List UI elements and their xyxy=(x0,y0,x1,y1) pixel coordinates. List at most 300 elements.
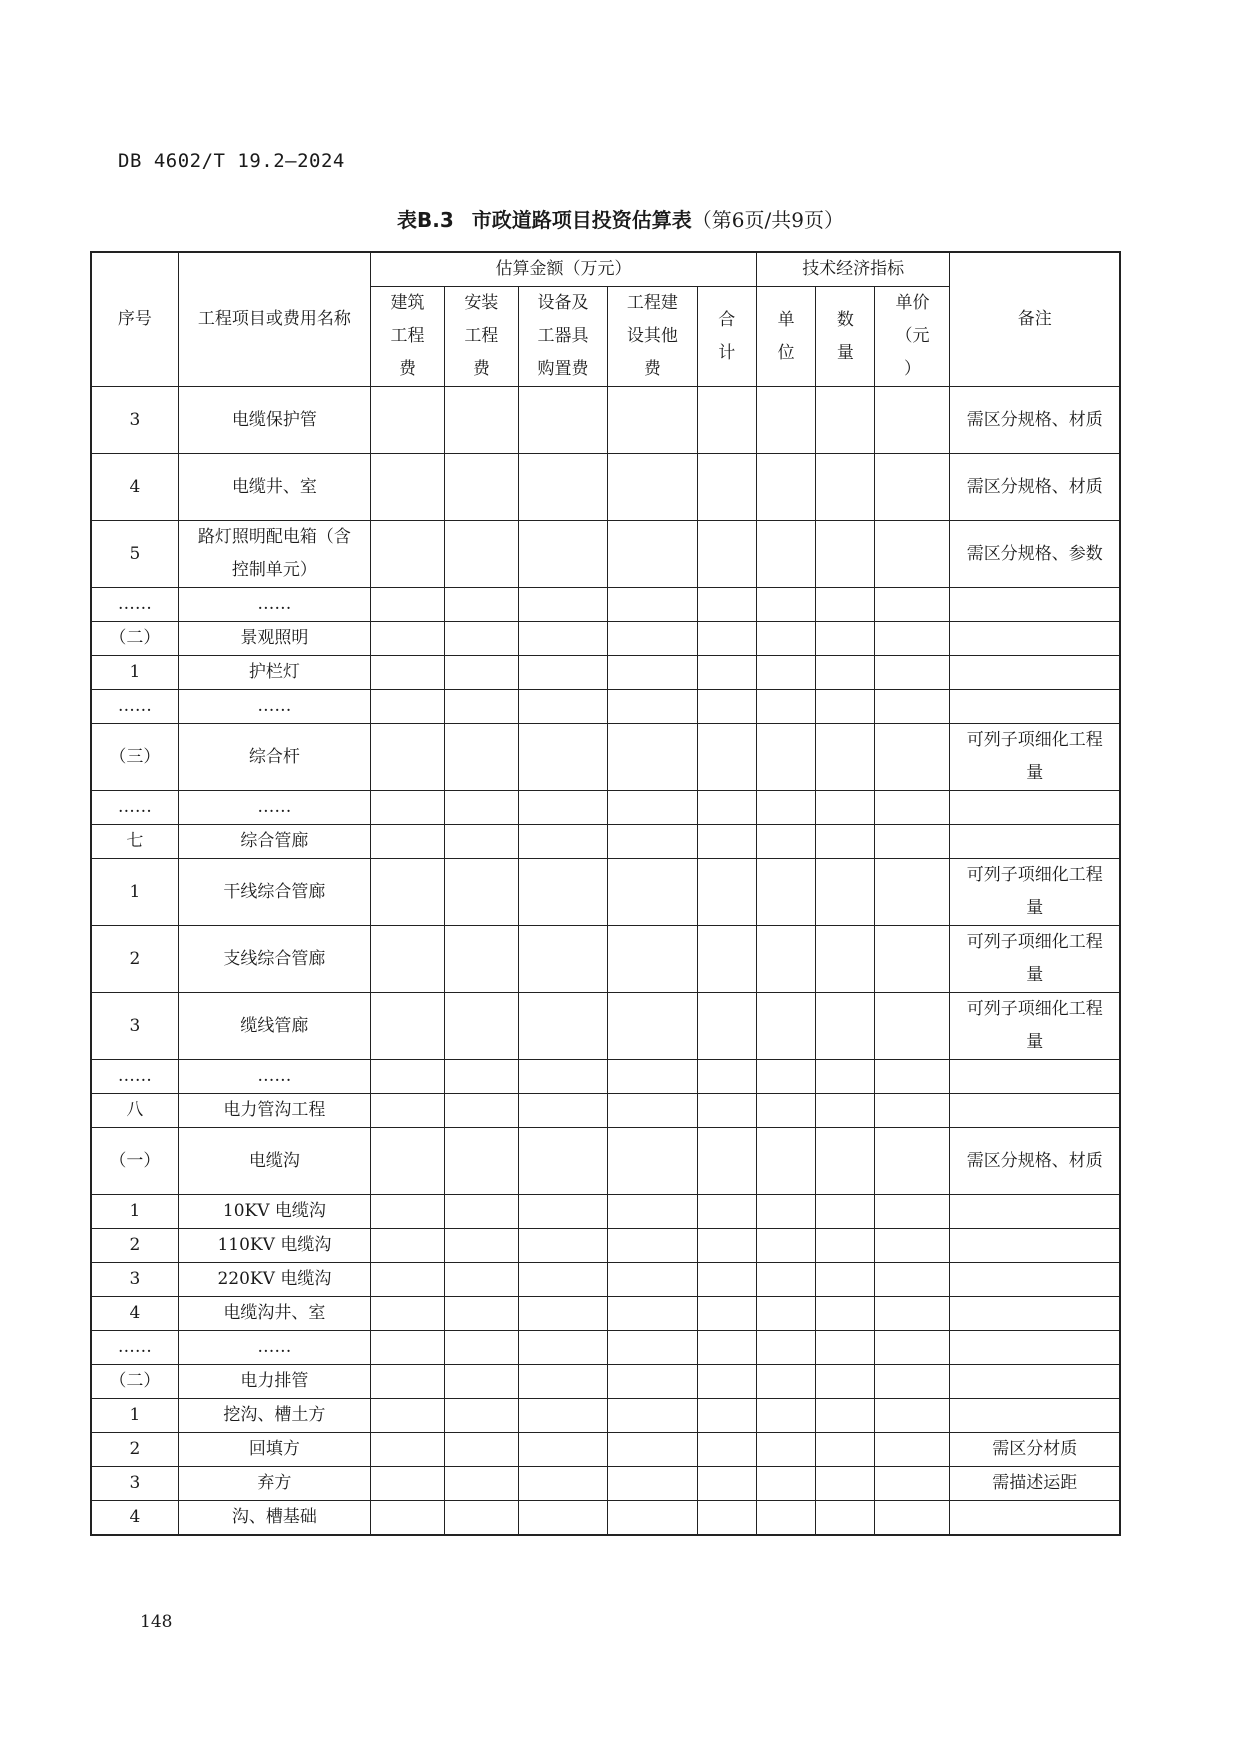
cell-empty xyxy=(518,521,607,588)
cell-empty xyxy=(875,521,950,588)
cell-name: 电力排管 xyxy=(178,1365,370,1399)
cell-empty xyxy=(518,454,607,521)
table-row xyxy=(91,1128,1120,1195)
cell-empty xyxy=(518,791,607,825)
cell-name: 电缆沟 xyxy=(178,1128,370,1195)
header-line: 计 xyxy=(718,342,736,363)
table-row xyxy=(91,1263,1120,1297)
cell-empty xyxy=(875,1501,950,1536)
cell-seq: （三） xyxy=(91,724,178,791)
header-line: 费 xyxy=(643,359,661,379)
header-line: ） xyxy=(903,359,921,379)
table-row xyxy=(91,622,1120,656)
table-row xyxy=(91,791,1120,825)
cell-empty xyxy=(875,1433,950,1467)
cell-seq: 八 xyxy=(91,1094,178,1128)
cell-empty xyxy=(697,1128,756,1195)
table-number: 表B.3 xyxy=(397,208,454,232)
cell-empty xyxy=(444,859,518,926)
cell-empty xyxy=(697,1433,756,1467)
cell-empty xyxy=(816,1297,875,1331)
cell-empty xyxy=(875,791,950,825)
cell-empty xyxy=(608,1501,697,1536)
cell-seq: 1 xyxy=(91,1195,178,1229)
cell-empty xyxy=(697,1399,756,1433)
cell-empty xyxy=(608,724,697,791)
cell-name: 护栏灯 xyxy=(178,656,370,690)
cell-seq: 4 xyxy=(91,1501,178,1536)
cell-name: 支线综合管廊 xyxy=(178,926,370,993)
cell-empty xyxy=(518,588,607,622)
cell-empty xyxy=(444,724,518,791)
table-row xyxy=(91,1399,1120,1433)
cell-name: …… xyxy=(178,1060,370,1094)
cell-empty xyxy=(756,1501,815,1536)
cell-empty xyxy=(875,1229,950,1263)
cell-empty xyxy=(518,387,607,454)
cell-remark xyxy=(950,1060,1120,1094)
cell-empty xyxy=(371,791,445,825)
cell-empty xyxy=(518,1433,607,1467)
cell-empty xyxy=(875,1128,950,1195)
cell-empty xyxy=(608,859,697,926)
cell-empty xyxy=(816,656,875,690)
cell-empty xyxy=(444,993,518,1060)
cell-empty xyxy=(697,1365,756,1399)
cell-empty xyxy=(756,724,815,791)
cell-empty xyxy=(697,859,756,926)
cell-empty xyxy=(816,1060,875,1094)
header-other-cost xyxy=(608,287,697,387)
cell-empty xyxy=(518,1467,607,1501)
cell-name: …… xyxy=(178,588,370,622)
cell-remark xyxy=(950,1229,1120,1263)
cell-empty xyxy=(756,1263,815,1297)
cell-empty xyxy=(371,1128,445,1195)
cell-empty xyxy=(816,1365,875,1399)
cell-empty xyxy=(608,387,697,454)
header-seq: 序号 xyxy=(91,252,178,387)
cell-seq: …… xyxy=(91,1331,178,1365)
cell-empty xyxy=(697,656,756,690)
cell-empty xyxy=(371,454,445,521)
header-line: （元 xyxy=(895,326,930,346)
header-line: 工程 xyxy=(390,326,425,346)
cell-empty xyxy=(371,1365,445,1399)
cell-empty xyxy=(697,1297,756,1331)
cell-empty xyxy=(371,1229,445,1263)
table-row xyxy=(91,454,1120,521)
cell-empty xyxy=(875,1297,950,1331)
header-line: 位 xyxy=(777,342,795,363)
cell-empty xyxy=(756,1195,815,1229)
cell-remark: 可列子项细化工程量 xyxy=(950,724,1120,791)
cell-name: …… xyxy=(178,1331,370,1365)
cell-empty xyxy=(875,825,950,859)
cell-remark: 需区分材质 xyxy=(950,1433,1120,1467)
cell-empty xyxy=(697,1501,756,1536)
cell-empty xyxy=(371,690,445,724)
cell-empty xyxy=(608,1297,697,1331)
cell-seq: （一） xyxy=(91,1128,178,1195)
cell-empty xyxy=(875,1399,950,1433)
cell-remark xyxy=(950,1094,1120,1128)
table-main-title: 市政道路项目投资估算表 xyxy=(471,208,692,232)
cell-empty xyxy=(518,1501,607,1536)
header-line: 工程建 xyxy=(626,293,678,313)
cell-empty xyxy=(608,1399,697,1433)
cell-seq: …… xyxy=(91,791,178,825)
header-unit xyxy=(756,287,815,387)
cell-empty xyxy=(697,1263,756,1297)
header-name: 工程项目或费用名称 xyxy=(178,252,370,387)
cell-empty xyxy=(697,1467,756,1501)
cell-empty xyxy=(875,1365,950,1399)
cell-remark: 需区分规格、材质 xyxy=(950,454,1120,521)
cell-empty xyxy=(756,588,815,622)
header-index-group: 技术经济指标 xyxy=(756,252,949,287)
cell-empty xyxy=(816,1433,875,1467)
cell-empty xyxy=(697,521,756,588)
cell-remark: 需区分规格、参数 xyxy=(950,521,1120,588)
table-row xyxy=(91,1467,1120,1501)
cell-empty xyxy=(816,1263,875,1297)
cell-seq: 3 xyxy=(91,387,178,454)
table-row xyxy=(91,926,1120,993)
cell-empty xyxy=(816,1501,875,1536)
cell-empty xyxy=(756,993,815,1060)
cell-empty xyxy=(875,454,950,521)
cell-remark xyxy=(950,825,1120,859)
cell-empty xyxy=(371,588,445,622)
cell-empty xyxy=(875,387,950,454)
cell-empty xyxy=(518,656,607,690)
cell-empty xyxy=(608,622,697,656)
cell-seq: 5 xyxy=(91,521,178,588)
cell-empty xyxy=(608,454,697,521)
table-row xyxy=(91,387,1120,454)
table-row xyxy=(91,825,1120,859)
cell-empty xyxy=(816,622,875,656)
cell-empty xyxy=(756,521,815,588)
header-estimate-group: 估算金额（万元） xyxy=(371,252,757,287)
cell-empty xyxy=(444,521,518,588)
table-row xyxy=(91,1365,1120,1399)
cell-name: 220KV 电缆沟 xyxy=(178,1263,370,1297)
table-row xyxy=(91,1229,1120,1263)
cell-empty xyxy=(756,656,815,690)
table-body xyxy=(91,387,1120,1536)
cell-remark: 需描述运距 xyxy=(950,1467,1120,1501)
cell-empty xyxy=(608,1365,697,1399)
cell-empty xyxy=(444,690,518,724)
header-build-cost xyxy=(371,287,445,387)
cell-name: …… xyxy=(178,690,370,724)
cell-empty xyxy=(816,859,875,926)
cell-empty xyxy=(444,1094,518,1128)
table-row xyxy=(91,1060,1120,1094)
cell-empty xyxy=(875,656,950,690)
table-row xyxy=(91,1433,1120,1467)
cell-empty xyxy=(697,825,756,859)
cell-seq: 4 xyxy=(91,454,178,521)
cell-empty xyxy=(875,993,950,1060)
cell-empty xyxy=(756,1467,815,1501)
table-row xyxy=(91,724,1120,791)
cell-empty xyxy=(608,690,697,724)
cell-empty xyxy=(518,1297,607,1331)
cell-empty xyxy=(697,993,756,1060)
cell-seq: …… xyxy=(91,690,178,724)
cell-name: 综合管廊 xyxy=(178,825,370,859)
cell-empty xyxy=(816,926,875,993)
standard-code: DB 4602/T 19.2—2024 xyxy=(118,150,345,172)
cell-seq: 2 xyxy=(91,1433,178,1467)
cell-empty xyxy=(816,825,875,859)
header-line: 费 xyxy=(472,359,490,379)
cell-empty xyxy=(518,1229,607,1263)
cell-empty xyxy=(816,454,875,521)
cell-empty xyxy=(756,1365,815,1399)
header-unit-price xyxy=(875,287,950,387)
cell-empty xyxy=(371,1094,445,1128)
cell-seq: 2 xyxy=(91,926,178,993)
cell-remark: 需区分规格、材质 xyxy=(950,387,1120,454)
header-line: 费 xyxy=(399,359,416,379)
cell-empty xyxy=(518,993,607,1060)
cell-seq: …… xyxy=(91,588,178,622)
cell-empty xyxy=(816,724,875,791)
cell-empty xyxy=(816,1128,875,1195)
cell-remark: 可列子项细化工程量 xyxy=(950,993,1120,1060)
cell-empty xyxy=(697,791,756,825)
cell-empty xyxy=(518,926,607,993)
table-row xyxy=(91,1501,1120,1536)
cell-empty xyxy=(875,724,950,791)
cell-empty xyxy=(875,1195,950,1229)
cell-name: 电缆井、室 xyxy=(178,454,370,521)
cell-seq: 4 xyxy=(91,1297,178,1331)
cell-empty xyxy=(697,926,756,993)
cell-empty xyxy=(816,1331,875,1365)
cell-empty xyxy=(608,656,697,690)
cell-empty xyxy=(444,1365,518,1399)
cell-empty xyxy=(608,926,697,993)
cell-empty xyxy=(756,1297,815,1331)
cell-name: 沟、槽基础 xyxy=(178,1501,370,1536)
cell-empty xyxy=(756,1433,815,1467)
cell-empty xyxy=(518,825,607,859)
cell-empty xyxy=(518,1365,607,1399)
header-line: 数 xyxy=(836,309,854,330)
cell-empty xyxy=(371,1297,445,1331)
header-line: 工器具 xyxy=(537,326,589,346)
cell-empty xyxy=(816,1399,875,1433)
cell-empty xyxy=(444,622,518,656)
cell-empty xyxy=(608,1060,697,1094)
cell-name: …… xyxy=(178,791,370,825)
cell-empty xyxy=(444,1263,518,1297)
cell-remark: 需区分规格、材质 xyxy=(950,1128,1120,1195)
table-title xyxy=(0,204,1241,233)
page-number: 148 xyxy=(140,1612,173,1632)
cell-empty xyxy=(444,454,518,521)
header-line: 单 xyxy=(777,309,795,330)
cell-empty xyxy=(444,926,518,993)
cell-empty xyxy=(371,1399,445,1433)
cell-empty xyxy=(816,521,875,588)
cell-name: 电缆沟井、室 xyxy=(178,1297,370,1331)
cell-name: 电缆保护管 xyxy=(178,387,370,454)
table-row xyxy=(91,993,1120,1060)
header-line: 设其他 xyxy=(626,326,678,346)
cell-empty xyxy=(756,1060,815,1094)
cell-empty xyxy=(697,1331,756,1365)
cell-name: 综合杆 xyxy=(178,724,370,791)
cell-empty xyxy=(756,454,815,521)
cell-empty xyxy=(608,791,697,825)
cell-name: 干线综合管廊 xyxy=(178,859,370,926)
cell-empty xyxy=(444,1331,518,1365)
cell-seq: 1 xyxy=(91,656,178,690)
cell-empty xyxy=(697,454,756,521)
table-row xyxy=(91,521,1120,588)
cell-empty xyxy=(518,1060,607,1094)
cell-empty xyxy=(875,1094,950,1128)
cell-seq: 3 xyxy=(91,1263,178,1297)
cell-empty xyxy=(816,387,875,454)
cell-empty xyxy=(371,1433,445,1467)
cell-empty xyxy=(608,1263,697,1297)
cell-empty xyxy=(444,1229,518,1263)
cell-empty xyxy=(518,1128,607,1195)
cell-empty xyxy=(756,387,815,454)
cell-remark xyxy=(950,1501,1120,1536)
table-row xyxy=(91,690,1120,724)
cell-empty xyxy=(371,656,445,690)
cell-empty xyxy=(697,588,756,622)
cell-empty xyxy=(875,859,950,926)
cell-empty xyxy=(756,859,815,926)
cell-empty xyxy=(697,387,756,454)
cell-empty xyxy=(697,690,756,724)
cell-remark xyxy=(950,1399,1120,1433)
cell-empty xyxy=(518,1399,607,1433)
cell-empty xyxy=(756,1229,815,1263)
cell-seq: …… xyxy=(91,1060,178,1094)
cell-remark xyxy=(950,656,1120,690)
cell-empty xyxy=(371,521,445,588)
cell-empty xyxy=(371,724,445,791)
cell-empty xyxy=(875,622,950,656)
estimate-table xyxy=(90,251,1121,1536)
cell-remark: 可列子项细化工程量 xyxy=(950,926,1120,993)
cell-empty xyxy=(518,690,607,724)
cell-empty xyxy=(518,1263,607,1297)
cell-empty xyxy=(371,993,445,1060)
cell-empty xyxy=(444,387,518,454)
cell-empty xyxy=(444,1297,518,1331)
table-page-suffix: （第6页/共9页） xyxy=(691,208,844,232)
cell-empty xyxy=(608,1229,697,1263)
cell-empty xyxy=(444,1060,518,1094)
header-remark: 备注 xyxy=(950,252,1120,387)
cell-name: 10KV 电缆沟 xyxy=(178,1195,370,1229)
cell-empty xyxy=(608,1467,697,1501)
cell-empty xyxy=(444,825,518,859)
cell-remark xyxy=(950,1331,1120,1365)
table-row xyxy=(91,859,1120,926)
cell-empty xyxy=(816,1467,875,1501)
cell-empty xyxy=(371,387,445,454)
cell-remark xyxy=(950,1365,1120,1399)
cell-empty xyxy=(444,1433,518,1467)
cell-empty xyxy=(816,690,875,724)
cell-empty xyxy=(697,1094,756,1128)
header-line: 工程 xyxy=(464,326,499,346)
cell-empty xyxy=(371,1467,445,1501)
cell-remark: 可列子项细化工程量 xyxy=(950,859,1120,926)
cell-empty xyxy=(756,1128,815,1195)
cell-empty xyxy=(444,1128,518,1195)
cell-empty xyxy=(756,825,815,859)
cell-name: 弃方 xyxy=(178,1467,370,1501)
cell-name: 电力管沟工程 xyxy=(178,1094,370,1128)
cell-remark xyxy=(950,622,1120,656)
header-line: 购置费 xyxy=(537,359,589,379)
cell-empty xyxy=(371,825,445,859)
cell-empty xyxy=(444,656,518,690)
cell-empty xyxy=(518,622,607,656)
cell-empty xyxy=(816,993,875,1060)
cell-name: 挖沟、槽土方 xyxy=(178,1399,370,1433)
header-total xyxy=(697,287,756,387)
cell-empty xyxy=(518,1331,607,1365)
cell-empty xyxy=(608,993,697,1060)
cell-empty xyxy=(444,1195,518,1229)
cell-empty xyxy=(518,1195,607,1229)
cell-empty xyxy=(756,622,815,656)
cell-empty xyxy=(608,588,697,622)
cell-empty xyxy=(608,825,697,859)
cell-empty xyxy=(756,1331,815,1365)
cell-empty xyxy=(518,859,607,926)
header-quantity xyxy=(816,287,875,387)
cell-empty xyxy=(371,926,445,993)
cell-remark xyxy=(950,588,1120,622)
cell-empty xyxy=(697,1195,756,1229)
cell-empty xyxy=(756,926,815,993)
cell-name: 景观照明 xyxy=(178,622,370,656)
cell-seq: （二） xyxy=(91,1365,178,1399)
cell-remark xyxy=(950,690,1120,724)
cell-empty xyxy=(816,588,875,622)
table-row xyxy=(91,1094,1120,1128)
header-install-cost xyxy=(444,287,518,387)
cell-name: 缆线管廊 xyxy=(178,993,370,1060)
table-row xyxy=(91,588,1120,622)
cell-empty xyxy=(608,1331,697,1365)
cell-empty xyxy=(444,1501,518,1536)
cell-remark xyxy=(950,791,1120,825)
table-row xyxy=(91,1331,1120,1365)
cell-remark xyxy=(950,1297,1120,1331)
cell-seq: 1 xyxy=(91,1399,178,1433)
header-line: 安装 xyxy=(464,293,499,313)
cell-empty xyxy=(371,622,445,656)
cell-name: 110KV 电缆沟 xyxy=(178,1229,370,1263)
cell-empty xyxy=(756,1094,815,1128)
